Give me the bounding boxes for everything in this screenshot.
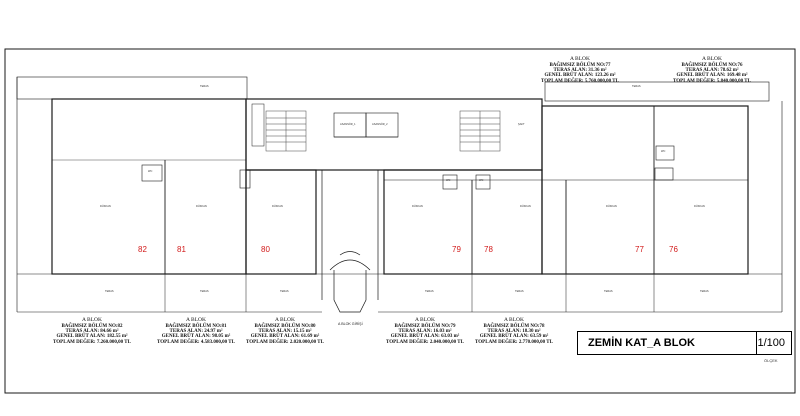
room-label-wc-78: WC (479, 179, 484, 182)
core-block (246, 99, 542, 170)
room-label-terrace-82: TERAS (105, 290, 114, 293)
entrance-label: A BLOK GİRİŞİ (338, 322, 363, 326)
room-label-terrace-76: TERAS (700, 290, 709, 293)
unit-number-76: 76 (669, 245, 678, 254)
drawing-title: ZEMİN KAT_A BLOK (588, 337, 695, 349)
info-77-line-4: TOPLAM DEĞER: 5.760.000,00 TL (541, 78, 619, 84)
room-label-terrace-top-right: TERAS (632, 85, 641, 88)
title-block (577, 331, 792, 355)
unit-info-79 (385, 318, 465, 345)
room-label-shop-78: DÜKKAN (520, 205, 531, 208)
room-label-terrace-80: TERAS (280, 290, 289, 293)
lower-right-shops (384, 170, 542, 274)
room-label-shop-77: DÜKKAN (606, 205, 617, 208)
info-76-line-4: TOPLAM DEĞER: 5.840.000,00 TL (673, 78, 751, 84)
unit-info-76 (672, 57, 752, 84)
info-82-line-1: BAĞIMSIZ BÖLÜM NO:82 (61, 323, 123, 329)
info-81-line-0: A BLOK (185, 317, 206, 323)
room-label-wc-82: WC (148, 170, 153, 173)
unit-info-82 (52, 318, 132, 345)
info-82-line-4: TOPLAM DEĞER: 7.260.000,00 TL (53, 339, 131, 345)
info-80-line-3: GENEL BRÜT ALAN: 61.69 m² (250, 334, 320, 340)
info-78-line-2: TERAS ALAN: 18.30 m² (487, 329, 541, 335)
stair-right (460, 111, 500, 151)
left-wing (52, 99, 246, 274)
room-label-terrace-79: TERAS (425, 290, 434, 293)
info-81-line-3: GENEL BRÜT ALAN: 98.05 m² (161, 334, 231, 340)
unit-number-82: 82 (138, 245, 147, 254)
room-label-elevator-2: ASANSÖR_2 (372, 123, 388, 126)
info-82-line-0: A BLOK (81, 317, 102, 323)
unit-number-81: 81 (177, 245, 186, 254)
room-label-terrace-77: TERAS (604, 290, 613, 293)
info-80-line-4: TOPLAM DEĞER: 2.020.000,00 TL (246, 339, 324, 345)
info-77-line-0: A BLOK (569, 56, 590, 62)
info-77-line-1: BAĞIMSIZ BÖLÜM NO:77 (549, 62, 611, 68)
info-78-line-1: BAĞIMSIZ BÖLÜM NO:78 (483, 323, 545, 329)
info-76-line-0: A BLOK (701, 56, 722, 62)
room-label-terrace-78: TERAS (515, 290, 524, 293)
info-81-line-1: BAĞIMSIZ BÖLÜM NO:81 (165, 323, 227, 329)
unit-info-80 (245, 318, 325, 345)
room-label-terrace-81: TERAS (200, 290, 209, 293)
room-label-terrace-top-left: TERAS (200, 85, 209, 88)
right-wing (542, 106, 748, 274)
info-77-line-2: TERAS ALAN: 31.36 m² (553, 68, 607, 74)
info-81-line-2: TERAS ALAN: 24.97 m² (169, 329, 223, 335)
room-label-shop-82: DÜKKAN (100, 205, 111, 208)
upper-terrace-band (17, 77, 247, 99)
room-label-shop-79: DÜKKAN (412, 205, 423, 208)
unit-number-79: 79 (452, 245, 461, 254)
room-label-shop-80: DÜKKAN (272, 205, 283, 208)
room-label-elevator-1: ASANSÖR_1 (340, 123, 356, 126)
drawing-scale: 1/100 (757, 337, 785, 349)
info-79-line-0: A BLOK (414, 317, 435, 323)
info-79-line-3: GENEL BRÜT ALAN: 63.03 m² (390, 334, 460, 340)
info-82-line-2: TERAS ALAN: 84.66 m² (65, 329, 119, 335)
unit-info-77 (540, 57, 620, 84)
info-76-line-1: BAĞIMSIZ BÖLÜM NO:76 (681, 62, 743, 68)
info-78-line-4: TOPLAM DEĞER: 2.770.000,00 TL (475, 339, 553, 345)
entrance (322, 170, 378, 312)
info-76-line-3: GENEL BRÜT ALAN: 169.48 m² (676, 73, 748, 79)
unit-number-77: 77 (635, 245, 644, 254)
info-81-line-4: TOPLAM DEĞER: 4.583.000,00 TL (157, 339, 235, 345)
info-79-line-1: BAĞIMSIZ BÖLÜM NO:79 (394, 323, 456, 329)
info-79-line-2: TERAS ALAN: 16.03 m² (398, 329, 452, 335)
info-82-line-3: GENEL BRÜT ALAN: 182.55 m² (56, 334, 128, 340)
info-80-line-1: BAĞIMSIZ BÖLÜM NO:80 (254, 323, 316, 329)
room-label-wc-76: WC (661, 150, 666, 153)
unit-number-78: 78 (484, 245, 493, 254)
unit-number-80: 80 (261, 245, 270, 254)
room-label-wc-79: WC (446, 179, 451, 182)
unit-info-78 (474, 318, 554, 345)
room-label-shop-81: DÜKKAN (196, 205, 207, 208)
info-76-line-2: TERAS ALAN: 78.62 m² (685, 68, 739, 74)
info-78-line-3: GENEL BRÜT ALAN: 63.59 m² (479, 334, 549, 340)
info-80-line-2: TERAS ALAN: 15.15 m² (258, 329, 312, 335)
scale-caption: ÖLÇEK (764, 358, 778, 363)
room-label-shaft: ŞAFT (518, 123, 525, 126)
info-77-line-3: GENEL BRÜT ALAN: 123.26 m² (544, 73, 616, 79)
info-80-line-0: A BLOK (274, 317, 295, 323)
info-78-line-0: A BLOK (503, 317, 524, 323)
lower-left-shops (246, 170, 316, 274)
room-label-shop-76: DÜKKAN (694, 205, 705, 208)
upper-terrace-band-right (545, 82, 769, 101)
unit-info-81 (156, 318, 236, 345)
info-79-line-4: TOPLAM DEĞER: 2.040.000,00 TL (386, 339, 464, 345)
stair-left (266, 111, 306, 151)
